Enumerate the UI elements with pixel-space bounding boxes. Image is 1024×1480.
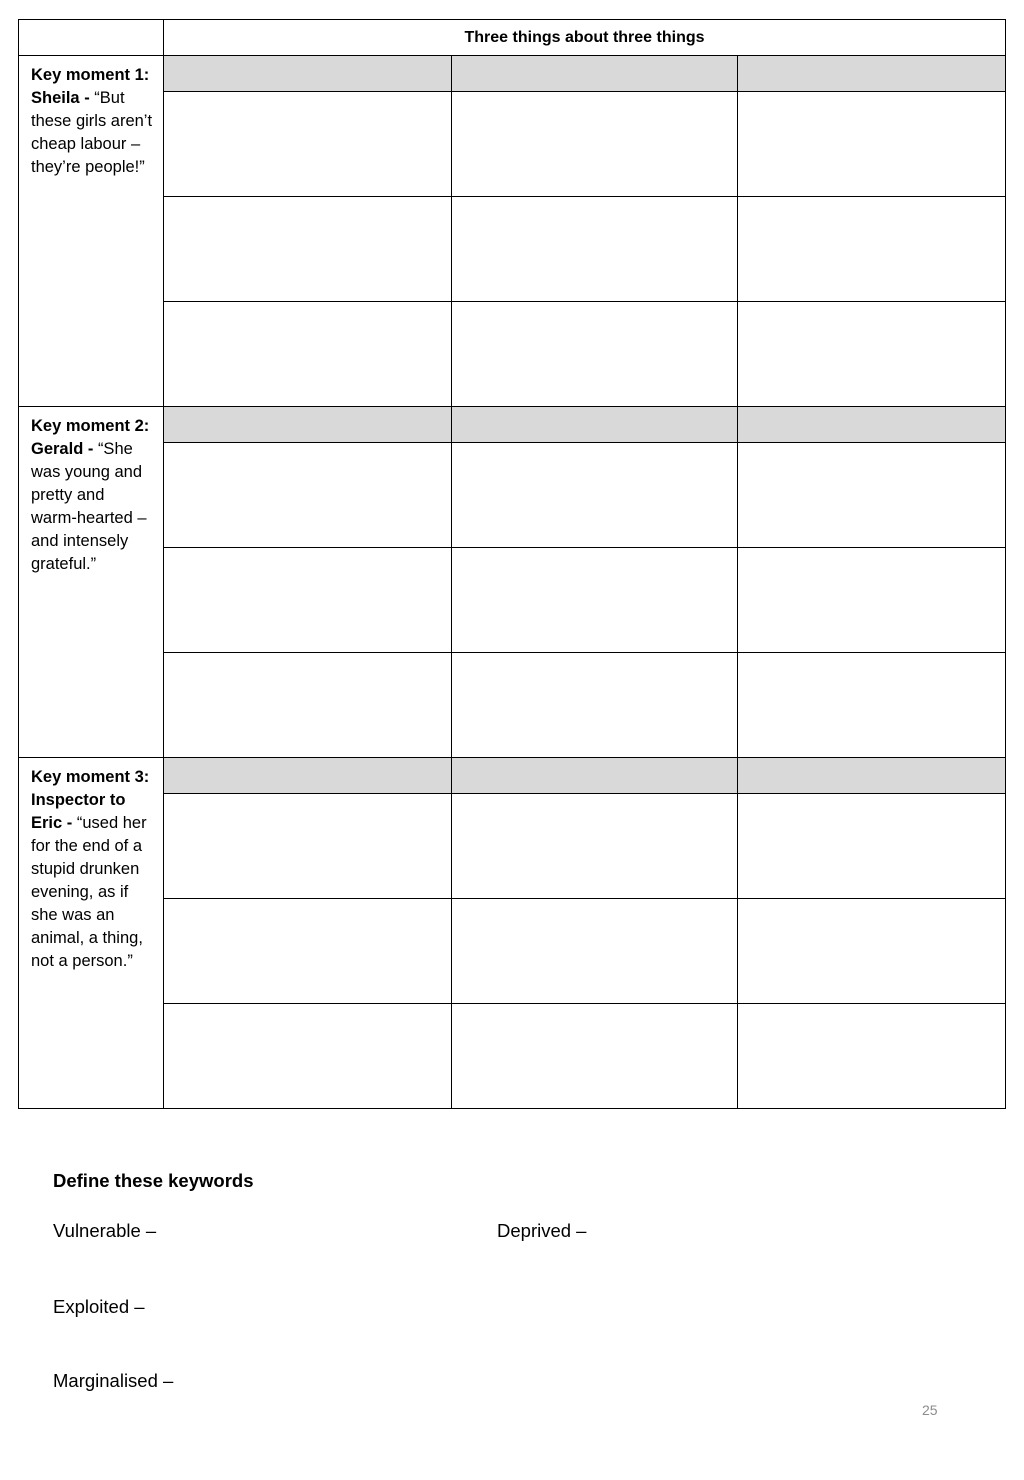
shaded-heading-cell[interactable] — [452, 407, 738, 443]
key-moment-3-cell — [19, 758, 164, 1109]
page-number: 25 — [922, 1402, 938, 1418]
answer-cell[interactable] — [164, 197, 452, 302]
answer-cell[interactable] — [164, 443, 452, 548]
shaded-heading-cell[interactable] — [738, 758, 1006, 794]
table-row — [19, 1004, 1006, 1109]
table-header-row — [19, 20, 1006, 56]
table-row — [19, 548, 1006, 653]
three-things-table — [18, 19, 1006, 1109]
key-moment-1-label: Key moment 1: Sheila - — [31, 66, 150, 107]
table-row — [19, 653, 1006, 758]
answer-cell[interactable] — [738, 1004, 1006, 1109]
answer-cell[interactable] — [164, 1004, 452, 1109]
answer-cell[interactable] — [164, 794, 452, 899]
answer-cell[interactable] — [452, 794, 738, 899]
shaded-heading-cell[interactable] — [452, 56, 738, 92]
answer-cell[interactable] — [164, 302, 452, 407]
answer-cell[interactable] — [452, 548, 738, 653]
answer-cell[interactable] — [738, 653, 1006, 758]
shaded-heading-cell[interactable] — [164, 758, 452, 794]
answer-cell[interactable] — [164, 548, 452, 653]
header-empty-cell — [19, 20, 164, 56]
answer-cell[interactable] — [164, 92, 452, 197]
table-row — [19, 794, 1006, 899]
answer-cell[interactable] — [452, 92, 738, 197]
answer-cell[interactable] — [738, 899, 1006, 1004]
table-row — [19, 92, 1006, 197]
key-moment-3-label: Key moment 3: Inspector to Eric - — [31, 768, 150, 832]
key-moment-3-quote: “used her for the end of a stupid drunken evening, as if she was an animal, a thing, not a person.” — [31, 814, 147, 970]
keywords-heading: Define these keywords — [53, 1170, 254, 1191]
table-row — [19, 443, 1006, 548]
answer-cell[interactable] — [738, 443, 1006, 548]
table-row — [19, 56, 1006, 92]
key-moment-1-cell — [19, 56, 164, 407]
key-moment-2-quote: “She was young and pretty and warm-hearted – and intensely grateful.” — [31, 440, 147, 573]
table-row — [19, 899, 1006, 1004]
answer-cell[interactable] — [738, 548, 1006, 653]
table-title: Three things about three things — [164, 20, 1006, 56]
answer-cell[interactable] — [452, 899, 738, 1004]
answer-cell[interactable] — [452, 443, 738, 548]
keyword-deprived: Deprived – — [497, 1220, 587, 1241]
keyword-vulnerable: Vulnerable – — [53, 1220, 157, 1241]
key-moment-2-cell — [19, 407, 164, 758]
answer-cell[interactable] — [452, 302, 738, 407]
answer-cell[interactable] — [738, 302, 1006, 407]
shaded-heading-cell[interactable] — [164, 56, 452, 92]
answer-cell[interactable] — [738, 197, 1006, 302]
key-moment-2-label: Key moment 2: Gerald - — [31, 417, 150, 458]
answer-cell[interactable] — [164, 653, 452, 758]
table-row — [19, 758, 1006, 794]
answer-cell[interactable] — [738, 92, 1006, 197]
answer-cell[interactable] — [738, 794, 1006, 899]
answer-cell[interactable] — [452, 197, 738, 302]
shaded-heading-cell[interactable] — [738, 407, 1006, 443]
keyword-exploited: Exploited – — [53, 1296, 145, 1317]
key-moment-1-quote: “But these girls aren’t cheap labour – they’re people!” — [31, 89, 153, 176]
answer-cell[interactable] — [452, 1004, 738, 1109]
answer-cell[interactable] — [164, 899, 452, 1004]
answer-cell[interactable] — [452, 653, 738, 758]
table-row — [19, 197, 1006, 302]
shaded-heading-cell[interactable] — [738, 56, 1006, 92]
table-row — [19, 407, 1006, 443]
table-row — [19, 302, 1006, 407]
shaded-heading-cell[interactable] — [452, 758, 738, 794]
shaded-heading-cell[interactable] — [164, 407, 452, 443]
keyword-marginalised: Marginalised – — [53, 1370, 174, 1391]
